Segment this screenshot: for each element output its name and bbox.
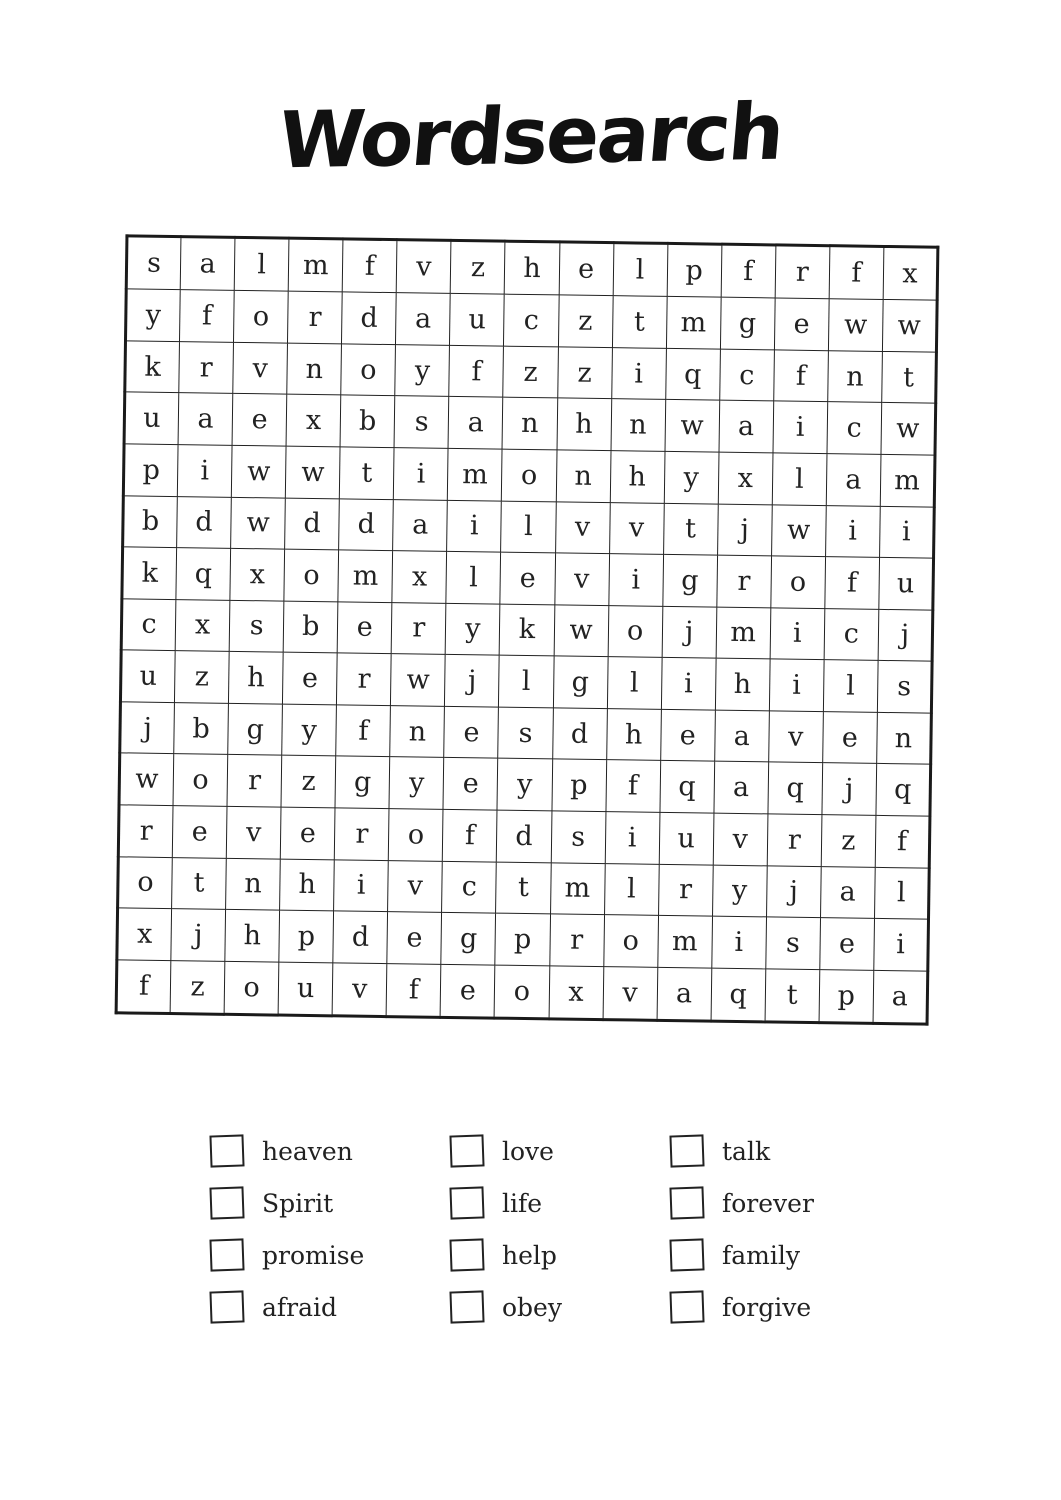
word-checkbox[interactable] bbox=[449, 1290, 484, 1323]
word-label: talk bbox=[722, 1136, 771, 1166]
grid-cell[interactable]: a bbox=[448, 397, 503, 449]
grid-cell[interactable]: l bbox=[607, 657, 662, 709]
grid-cell[interactable]: s bbox=[551, 811, 606, 863]
word-grid bbox=[115, 234, 940, 1025]
grid-cell[interactable]: t bbox=[612, 296, 667, 348]
grid-cell[interactable]: e bbox=[444, 706, 499, 758]
grid-cell[interactable]: d bbox=[552, 708, 607, 760]
word-label: promise bbox=[262, 1240, 365, 1270]
grid-cell[interactable]: m bbox=[657, 915, 712, 967]
grid-cell[interactable]: d bbox=[333, 911, 388, 963]
grid-cell[interactable]: a bbox=[178, 393, 233, 445]
grid-cell[interactable]: q bbox=[665, 348, 720, 400]
grid-cell[interactable]: g bbox=[335, 756, 390, 808]
grid-cell[interactable]: v bbox=[332, 963, 387, 1017]
grid-cell[interactable]: x bbox=[718, 452, 773, 504]
grid-cell[interactable]: e bbox=[660, 709, 715, 761]
word-label: love bbox=[502, 1136, 554, 1166]
grid-cell[interactable]: f bbox=[342, 239, 397, 293]
grid-cell[interactable]: e bbox=[337, 602, 392, 654]
grid-cell[interactable]: o bbox=[234, 291, 289, 343]
grid-cell[interactable]: u bbox=[120, 650, 175, 702]
word-item bbox=[670, 1177, 814, 1229]
grid-cell[interactable]: f bbox=[336, 705, 391, 757]
word-checkbox[interactable] bbox=[209, 1134, 244, 1167]
grid-cell[interactable]: f bbox=[606, 760, 661, 812]
grid-cell[interactable]: j bbox=[120, 702, 175, 754]
grid-cell[interactable]: f bbox=[116, 960, 171, 1014]
grid-cell[interactable]: s bbox=[766, 917, 821, 969]
grid-cell[interactable]: p bbox=[279, 910, 334, 962]
page-title: Wordsearch bbox=[274, 87, 787, 187]
grid-cell[interactable]: u bbox=[450, 294, 505, 346]
grid-cell[interactable]: t bbox=[765, 969, 820, 1023]
grid-cell[interactable]: w bbox=[828, 299, 883, 351]
grid-cell[interactable]: z bbox=[503, 346, 558, 398]
grid-cell[interactable]: b bbox=[340, 395, 395, 447]
word-checkbox[interactable] bbox=[449, 1134, 484, 1167]
grid-cell[interactable]: n bbox=[611, 399, 666, 451]
grid-cell[interactable]: w bbox=[231, 445, 286, 497]
grid-cell[interactable]: o bbox=[284, 549, 339, 601]
grid-cell[interactable]: v bbox=[388, 860, 443, 912]
grid-cell[interactable]: x bbox=[392, 551, 447, 603]
grid-cell[interactable]: k bbox=[500, 604, 555, 656]
word-label: forgive bbox=[722, 1292, 812, 1322]
grid-cell[interactable]: i bbox=[711, 916, 766, 968]
grid-cell[interactable]: o bbox=[389, 809, 444, 861]
grid-cell[interactable]: f bbox=[875, 815, 930, 867]
grid-cell[interactable]: v bbox=[713, 813, 768, 865]
grid-cell[interactable]: r bbox=[717, 555, 772, 607]
grid-cell[interactable]: r bbox=[337, 653, 392, 705]
grid-cell[interactable]: l bbox=[234, 237, 289, 291]
grid-cell[interactable]: w bbox=[665, 400, 720, 452]
grid-cell[interactable]: i bbox=[770, 608, 825, 660]
grid-cell[interactable]: y bbox=[389, 757, 444, 809]
grid-cell[interactable]: q bbox=[711, 968, 766, 1022]
grid-cell[interactable]: t bbox=[172, 857, 227, 909]
grid-cell[interactable]: c bbox=[121, 598, 176, 650]
grid-cell[interactable]: i bbox=[605, 812, 660, 864]
grid-cell[interactable]: s bbox=[126, 236, 181, 290]
grid-cell[interactable]: r bbox=[549, 914, 604, 966]
grid-cell[interactable]: j bbox=[662, 606, 717, 658]
grid-cell[interactable]: s bbox=[877, 661, 932, 713]
grid-cell[interactable]: g bbox=[441, 912, 496, 964]
grid-cell[interactable]: t bbox=[496, 862, 551, 914]
grid-cell[interactable]: c bbox=[719, 349, 774, 401]
word-item bbox=[210, 1229, 364, 1281]
grid-cell[interactable]: f bbox=[829, 246, 884, 300]
word-checkbox[interactable] bbox=[669, 1134, 704, 1167]
grid-cell[interactable]: t bbox=[663, 503, 718, 555]
word-item bbox=[450, 1125, 562, 1177]
grid-cell[interactable]: e bbox=[172, 806, 227, 858]
word-item bbox=[450, 1229, 562, 1281]
grid-cell[interactable]: a bbox=[820, 866, 875, 918]
grid-cell[interactable]: p bbox=[123, 444, 178, 496]
grid-cell[interactable]: w bbox=[286, 446, 341, 498]
grid-cell[interactable]: i bbox=[825, 505, 880, 557]
grid-cell[interactable]: l bbox=[772, 453, 827, 505]
grid-cell[interactable]: y bbox=[446, 603, 501, 655]
grid-cell[interactable]: y bbox=[395, 344, 450, 396]
grid-cell[interactable]: t bbox=[882, 351, 937, 403]
grid-cell[interactable]: r bbox=[658, 864, 713, 916]
word-label: obey bbox=[502, 1292, 562, 1322]
grid-cell[interactable]: l bbox=[613, 243, 668, 297]
grid-cell[interactable]: s bbox=[498, 707, 553, 759]
grid-cell[interactable]: n bbox=[502, 397, 557, 449]
grid-cell[interactable]: c bbox=[824, 608, 879, 660]
word-item bbox=[210, 1177, 364, 1229]
grid-cell[interactable]: h bbox=[715, 658, 770, 710]
grid-cell[interactable]: g bbox=[553, 656, 608, 708]
grid-cell[interactable]: d bbox=[177, 496, 232, 548]
grid-cell[interactable]: d bbox=[497, 810, 552, 862]
grid-cell[interactable]: j bbox=[822, 763, 877, 815]
grid-cell[interactable]: j bbox=[878, 609, 933, 661]
grid-cell[interactable]: e bbox=[822, 711, 877, 763]
grid-cell[interactable]: e bbox=[232, 394, 287, 446]
grid-cell[interactable]: m bbox=[666, 297, 721, 349]
grid-cell[interactable]: s bbox=[229, 600, 284, 652]
grid-cell[interactable]: h bbox=[229, 652, 284, 704]
grid-cell[interactable]: o bbox=[224, 961, 279, 1015]
grid-cell[interactable]: n bbox=[556, 450, 611, 502]
grid-cell[interactable]: z bbox=[821, 815, 876, 867]
word-column-1 bbox=[210, 1125, 364, 1333]
grid-cell[interactable]: x bbox=[175, 599, 230, 651]
grid-cell[interactable]: v bbox=[397, 240, 452, 294]
grid-cell[interactable]: w bbox=[119, 753, 174, 805]
grid-cell[interactable]: m bbox=[716, 607, 771, 659]
grid-cell[interactable]: u bbox=[124, 392, 179, 444]
grid-cell[interactable]: x bbox=[117, 908, 172, 960]
grid-cell[interactable]: a bbox=[396, 293, 451, 345]
grid-cell[interactable]: m bbox=[448, 448, 503, 500]
grid-cell[interactable]: f bbox=[180, 290, 235, 342]
grid-cell[interactable]: z bbox=[175, 651, 230, 703]
word-label: forever bbox=[722, 1188, 814, 1218]
word-checkbox[interactable] bbox=[449, 1186, 484, 1219]
grid-cell[interactable]: z bbox=[281, 755, 336, 807]
word-label: Spirit bbox=[262, 1188, 334, 1218]
grid-cell[interactable]: b bbox=[174, 702, 229, 754]
grid-cell[interactable]: e bbox=[774, 298, 829, 350]
grid-cell[interactable]: i bbox=[177, 445, 232, 497]
word-checkbox[interactable] bbox=[209, 1238, 244, 1271]
word-item bbox=[670, 1125, 814, 1177]
word-list bbox=[210, 1125, 850, 1345]
grid-cell[interactable]: o bbox=[173, 754, 228, 806]
grid-cell[interactable]: x bbox=[230, 548, 285, 600]
grid-cell[interactable]: r bbox=[118, 805, 173, 857]
word-grid-container bbox=[115, 234, 940, 1025]
grid-cell[interactable]: a bbox=[714, 762, 769, 814]
word-item bbox=[670, 1229, 814, 1281]
grid-cell[interactable]: i bbox=[447, 500, 502, 552]
grid-cell[interactable]: i bbox=[334, 859, 389, 911]
grid-cell[interactable]: z bbox=[451, 240, 506, 294]
word-label: help bbox=[502, 1240, 557, 1270]
grid-cell[interactable]: w bbox=[771, 504, 826, 556]
word-label: life bbox=[502, 1188, 543, 1218]
word-checkbox[interactable] bbox=[449, 1238, 484, 1271]
word-checkbox[interactable] bbox=[669, 1186, 704, 1219]
grid-cell[interactable]: c bbox=[504, 294, 559, 346]
grid-cell[interactable]: p bbox=[495, 913, 550, 965]
grid-cell[interactable]: f bbox=[773, 350, 828, 402]
grid-cell[interactable]: g bbox=[662, 554, 717, 606]
grid-cell[interactable]: w bbox=[882, 300, 937, 352]
grid-cell[interactable]: j bbox=[445, 655, 500, 707]
grid-cell[interactable]: o bbox=[771, 556, 826, 608]
grid-cell[interactable]: z bbox=[557, 347, 612, 399]
grid-cell[interactable]: x bbox=[883, 246, 938, 300]
grid-cell[interactable]: e bbox=[820, 918, 875, 970]
grid-cell[interactable]: w bbox=[881, 403, 936, 455]
grid-cell[interactable]: a bbox=[657, 967, 712, 1021]
grid-cell[interactable]: e bbox=[283, 652, 338, 704]
grid-cell[interactable]: z bbox=[170, 960, 225, 1014]
grid-cell[interactable]: c bbox=[827, 402, 882, 454]
grid-cell[interactable]: p bbox=[551, 759, 606, 811]
grid-cell[interactable]: a bbox=[180, 237, 235, 291]
grid-cell[interactable]: w bbox=[554, 605, 609, 657]
word-item bbox=[450, 1281, 562, 1333]
grid-cell[interactable]: n bbox=[390, 705, 445, 757]
grid-cell[interactable]: h bbox=[280, 859, 335, 911]
grid-cell[interactable]: r bbox=[227, 755, 282, 807]
grid-cell[interactable]: q bbox=[176, 548, 231, 600]
grid-cell[interactable]: n bbox=[226, 858, 281, 910]
grid-cell[interactable]: o bbox=[341, 344, 396, 396]
grid-cell[interactable]: v bbox=[226, 806, 281, 858]
grid-cell[interactable]: d bbox=[339, 498, 394, 550]
grid-cell[interactable]: d bbox=[285, 498, 340, 550]
grid-cell[interactable]: m bbox=[880, 454, 935, 506]
grid-cell[interactable]: j bbox=[717, 504, 772, 556]
grid-cell[interactable]: w bbox=[391, 654, 446, 706]
word-column-3 bbox=[670, 1125, 814, 1333]
grid-cell[interactable]: e bbox=[440, 964, 495, 1018]
grid-cell[interactable]: h bbox=[557, 398, 612, 450]
grid-cell[interactable]: k bbox=[125, 341, 180, 393]
grid-cell[interactable]: y bbox=[664, 451, 719, 503]
grid-cell[interactable]: n bbox=[287, 343, 342, 395]
grid-cell[interactable]: r bbox=[775, 245, 830, 299]
grid-cell[interactable]: i bbox=[879, 506, 934, 558]
word-checkbox[interactable] bbox=[669, 1238, 704, 1271]
grid-cell[interactable]: l bbox=[874, 867, 929, 919]
grid-cell[interactable]: a bbox=[393, 499, 448, 551]
word-checkbox[interactable] bbox=[669, 1290, 704, 1323]
grid-cell[interactable]: e bbox=[443, 758, 498, 810]
grid-cell[interactable]: y bbox=[712, 865, 767, 917]
grid-cell[interactable]: j bbox=[171, 909, 226, 961]
grid-cell[interactable]: l bbox=[604, 863, 659, 915]
grid-cell[interactable]: q bbox=[660, 761, 715, 813]
grid-cell[interactable]: m bbox=[550, 862, 605, 914]
grid-cell[interactable]: n bbox=[877, 712, 932, 764]
grid-cell[interactable]: y bbox=[282, 704, 337, 756]
grid-cell[interactable]: i bbox=[773, 401, 828, 453]
grid-cell[interactable]: f bbox=[449, 345, 504, 397]
grid-cell[interactable]: m bbox=[288, 238, 343, 292]
grid-cell[interactable]: o bbox=[118, 856, 173, 908]
grid-cell[interactable]: f bbox=[386, 963, 441, 1017]
grid-cell[interactable]: u bbox=[879, 557, 934, 609]
word-item bbox=[450, 1177, 562, 1229]
grid-cell[interactable]: u bbox=[659, 812, 714, 864]
grid-cell[interactable]: a bbox=[826, 454, 881, 506]
grid-cell[interactable]: f bbox=[443, 809, 498, 861]
grid-cell[interactable]: c bbox=[442, 861, 497, 913]
word-item bbox=[210, 1125, 364, 1177]
grid-cell[interactable]: q bbox=[876, 764, 931, 816]
grid-cell[interactable]: o bbox=[608, 605, 663, 657]
grid-cell[interactable]: v bbox=[555, 501, 610, 553]
grid-cell[interactable]: r bbox=[391, 602, 446, 654]
grid-cell[interactable]: r bbox=[335, 808, 390, 860]
grid-cell[interactable]: a bbox=[719, 401, 774, 453]
word-label: heaven bbox=[262, 1136, 353, 1166]
grid-cell[interactable]: y bbox=[497, 759, 552, 811]
word-checkbox[interactable] bbox=[209, 1186, 244, 1219]
grid-cell[interactable]: b bbox=[283, 601, 338, 653]
grid-cell[interactable]: i bbox=[394, 448, 449, 500]
word-item bbox=[670, 1281, 814, 1333]
grid-cell[interactable]: l bbox=[501, 501, 556, 553]
grid-cell[interactable]: v bbox=[609, 502, 664, 554]
grid-cell[interactable]: l bbox=[499, 655, 554, 707]
grid-cell[interactable]: o bbox=[502, 449, 557, 501]
word-label: family bbox=[722, 1240, 800, 1270]
grid-cell[interactable]: i bbox=[874, 919, 929, 971]
grid-cell[interactable]: v bbox=[233, 342, 288, 394]
grid-cell[interactable]: j bbox=[766, 865, 821, 917]
grid-cell[interactable]: r bbox=[179, 341, 234, 393]
grid-cell[interactable]: e bbox=[559, 242, 614, 296]
word-column-2 bbox=[450, 1125, 562, 1333]
grid-cell[interactable]: d bbox=[342, 292, 397, 344]
grid-cell[interactable]: i bbox=[611, 347, 666, 399]
grid-cell[interactable]: z bbox=[558, 295, 613, 347]
grid-cell[interactable]: i bbox=[769, 659, 824, 711]
grid-cell[interactable]: i bbox=[661, 658, 716, 710]
grid-cell[interactable]: h bbox=[606, 708, 661, 760]
word-label: afraid bbox=[262, 1292, 338, 1322]
word-checkbox[interactable] bbox=[209, 1290, 244, 1323]
grid-cell[interactable]: w bbox=[231, 497, 286, 549]
grid-cell[interactable]: v bbox=[768, 711, 823, 763]
grid-cell[interactable]: n bbox=[828, 350, 883, 402]
grid-cell[interactable]: r bbox=[288, 291, 343, 343]
grid-cell[interactable]: s bbox=[394, 396, 449, 448]
grid-cell[interactable]: p bbox=[819, 969, 874, 1023]
grid-cell[interactable]: a bbox=[714, 710, 769, 762]
grid-cell[interactable]: u bbox=[278, 962, 333, 1016]
grid-cell[interactable]: l bbox=[446, 551, 501, 603]
grid-cell[interactable]: g bbox=[720, 297, 775, 349]
word-item bbox=[210, 1281, 364, 1333]
grid-cell[interactable]: m bbox=[338, 550, 393, 602]
grid-cell[interactable]: o bbox=[495, 965, 550, 1019]
grid-cell[interactable]: x bbox=[549, 966, 604, 1020]
grid-cell[interactable]: b bbox=[123, 495, 178, 547]
grid-cell[interactable]: k bbox=[122, 547, 177, 599]
grid-cell[interactable]: t bbox=[340, 447, 395, 499]
grid-cell[interactable]: a bbox=[873, 970, 928, 1024]
grid-cell[interactable]: i bbox=[608, 554, 663, 606]
grid-cell[interactable]: e bbox=[387, 912, 442, 964]
grid-row bbox=[116, 960, 928, 1025]
grid-cell[interactable]: x bbox=[286, 394, 341, 446]
grid-cell[interactable]: e bbox=[280, 807, 335, 859]
grid-cell[interactable]: f bbox=[721, 244, 776, 298]
grid-cell[interactable]: h bbox=[225, 909, 280, 961]
grid-cell[interactable]: f bbox=[825, 557, 880, 609]
grid-cell[interactable]: y bbox=[126, 289, 181, 341]
grid-cell[interactable]: v bbox=[554, 553, 609, 605]
grid-cell[interactable]: p bbox=[667, 243, 722, 297]
grid-cell[interactable]: g bbox=[228, 703, 283, 755]
grid-cell[interactable]: h bbox=[610, 451, 665, 503]
grid-cell[interactable]: l bbox=[823, 660, 878, 712]
grid-cell[interactable]: r bbox=[767, 814, 822, 866]
grid-cell[interactable]: v bbox=[603, 966, 658, 1020]
grid-cell[interactable]: h bbox=[505, 241, 560, 295]
grid-cell[interactable]: q bbox=[768, 762, 823, 814]
grid-cell[interactable]: e bbox=[500, 552, 555, 604]
grid-cell[interactable]: o bbox=[603, 915, 658, 967]
